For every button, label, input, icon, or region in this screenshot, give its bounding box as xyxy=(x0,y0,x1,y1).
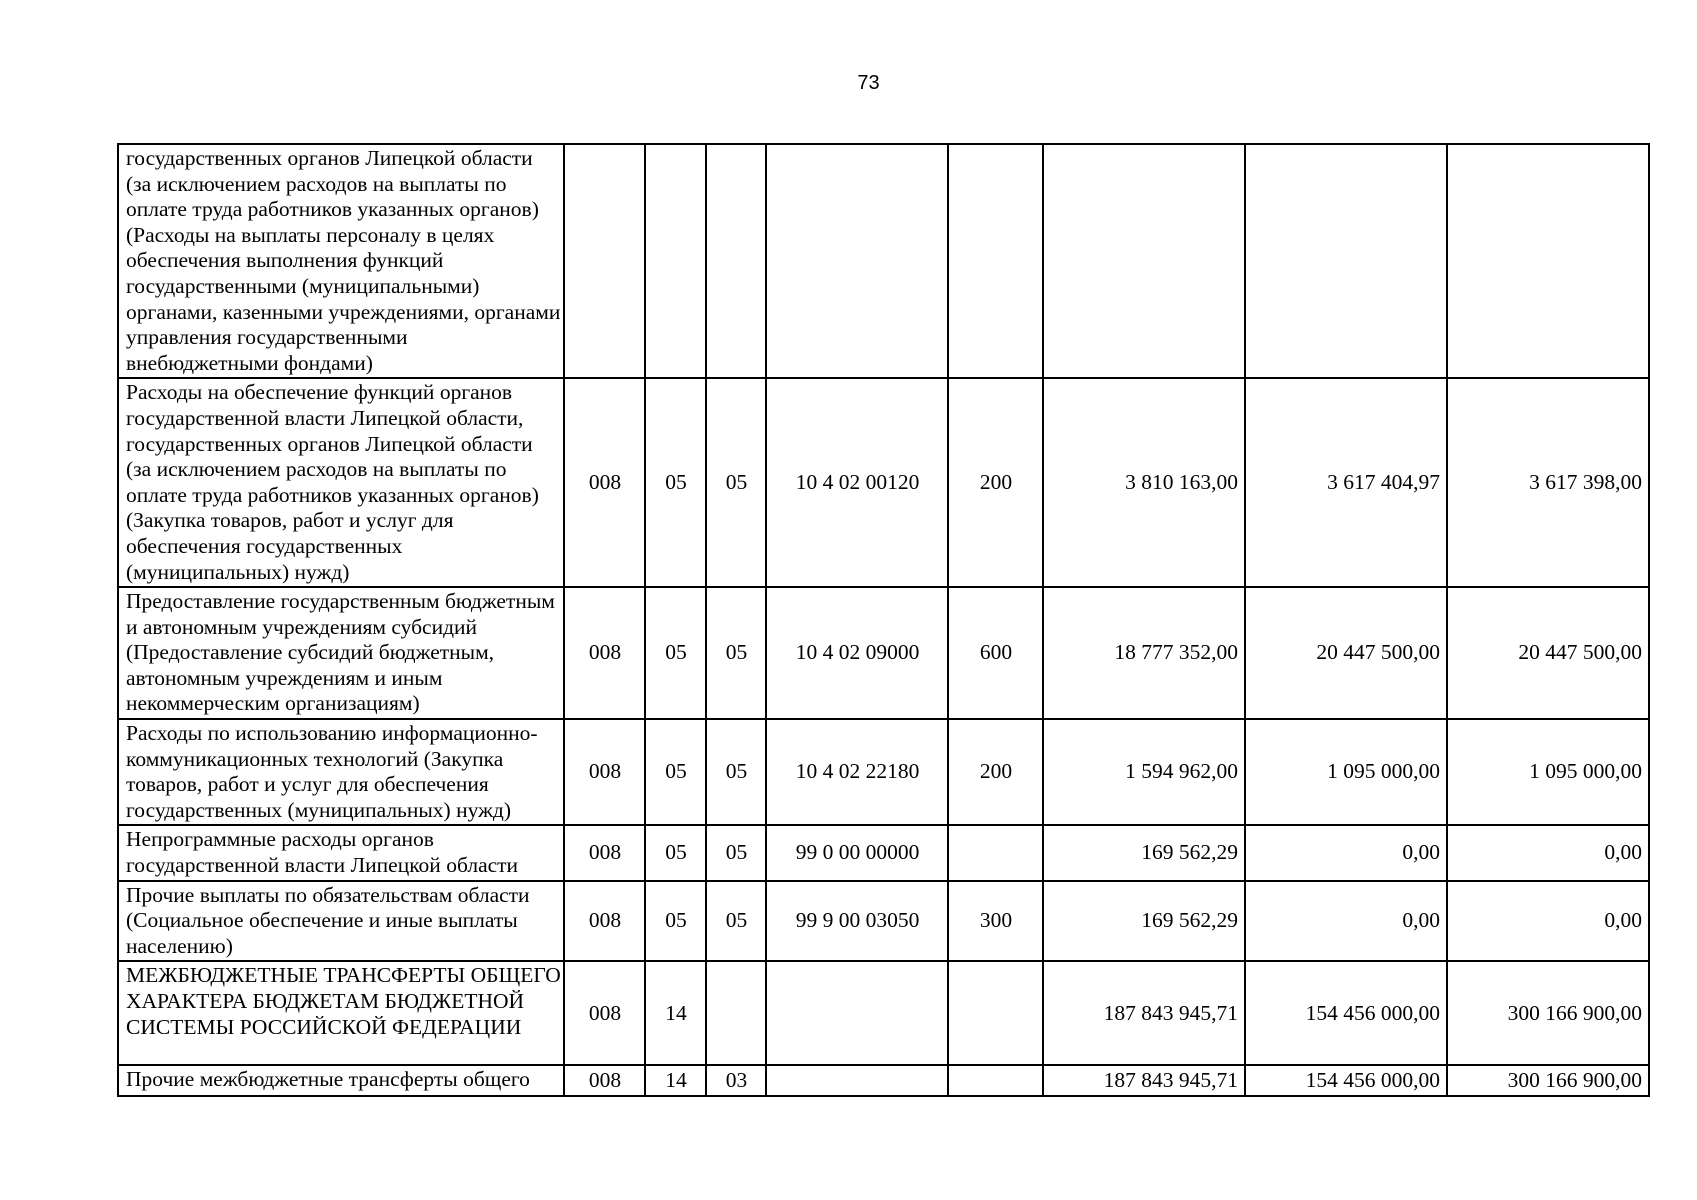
table-row xyxy=(118,587,1649,719)
target-article-code xyxy=(766,1065,948,1096)
expense-type-code: 200 xyxy=(948,719,1043,825)
subsection-code: 05 xyxy=(706,587,766,719)
target-article-code: 10 4 02 22180 xyxy=(766,719,948,825)
ministry-code: 008 xyxy=(564,825,645,880)
subsection-code: 05 xyxy=(706,881,766,962)
amount-year-2: 0,00 xyxy=(1245,881,1447,962)
amount-year-2: 1 095 000,00 xyxy=(1245,719,1447,825)
table-row xyxy=(118,881,1649,962)
ministry-code: 008 xyxy=(564,378,645,587)
section-code: 14 xyxy=(645,1065,706,1096)
amount-year-3: 20 447 500,00 xyxy=(1447,587,1649,719)
target-article-code xyxy=(766,144,948,378)
expense-type-code xyxy=(948,961,1043,1065)
section-code: 05 xyxy=(645,378,706,587)
amount-year-1: 187 843 945,71 xyxy=(1043,1065,1245,1096)
table-row xyxy=(118,378,1649,587)
row-description: Расходы на обеспечение функций органов государственной власти Липецкой области, государственных органов Липецкой области (за исключением расходов на выплаты по оплате труда работников указанных органов) (Закупка товаров, работ и услуг для обеспечения государственных (муниципальных) нужд) xyxy=(118,378,564,587)
amount-year-2 xyxy=(1245,144,1447,378)
amount-year-1: 1 594 962,00 xyxy=(1043,719,1245,825)
row-description: МЕЖБЮДЖЕТНЫЕ ТРАНСФЕРТЫ ОБЩЕГО ХАРАКТЕРА БЮДЖЕТАМ БЮДЖЕТНОЙ СИСТЕМЫ РОССИЙСКОЙ ФЕДЕРАЦИИ xyxy=(118,961,564,1065)
expense-type-code xyxy=(948,825,1043,880)
amount-year-2: 0,00 xyxy=(1245,825,1447,880)
row-description: Прочие межбюджетные трансферты общего xyxy=(118,1065,564,1096)
budget-expenditure-table xyxy=(117,143,1650,1097)
target-article-code: 99 9 00 03050 xyxy=(766,881,948,962)
amount-year-2: 3 617 404,97 xyxy=(1245,378,1447,587)
subsection-code: 05 xyxy=(706,719,766,825)
expense-type-code xyxy=(948,144,1043,378)
amount-year-3: 1 095 000,00 xyxy=(1447,719,1649,825)
section-code: 05 xyxy=(645,719,706,825)
amount-year-3: 300 166 900,00 xyxy=(1447,961,1649,1065)
row-description: Непрограммные расходы органов государственной власти Липецкой области xyxy=(118,825,564,880)
page-number: 73 xyxy=(857,72,880,94)
amount-year-2: 154 456 000,00 xyxy=(1245,1065,1447,1096)
expense-type-code xyxy=(948,1065,1043,1096)
amount-year-1: 169 562,29 xyxy=(1043,825,1245,880)
subsection-code: 05 xyxy=(706,825,766,880)
target-article-code xyxy=(766,961,948,1065)
table-row xyxy=(118,144,1649,378)
subsection-code xyxy=(706,144,766,378)
amount-year-1: 169 562,29 xyxy=(1043,881,1245,962)
amount-year-3: 0,00 xyxy=(1447,881,1649,962)
ministry-code: 008 xyxy=(564,587,645,719)
expense-type-code: 200 xyxy=(948,378,1043,587)
row-description: Расходы по использованию информационно-коммуникационных технологий (Закупка товаров, работ и услуг для обеспечения государственных (муниципальных) нужд) xyxy=(118,719,564,825)
ministry-code xyxy=(564,144,645,378)
table-row xyxy=(118,1065,1649,1096)
table-row xyxy=(118,719,1649,825)
amount-year-2: 20 447 500,00 xyxy=(1245,587,1447,719)
subsection-code xyxy=(706,961,766,1065)
section-code: 05 xyxy=(645,881,706,962)
ministry-code: 008 xyxy=(564,961,645,1065)
amount-year-3: 0,00 xyxy=(1447,825,1649,880)
section-code: 05 xyxy=(645,587,706,719)
ministry-code: 008 xyxy=(564,881,645,962)
ministry-code: 008 xyxy=(564,1065,645,1096)
amount-year-3 xyxy=(1447,144,1649,378)
subsection-code: 05 xyxy=(706,378,766,587)
subsection-code: 03 xyxy=(706,1065,766,1096)
section-code: 05 xyxy=(645,825,706,880)
target-article-code: 10 4 02 00120 xyxy=(766,378,948,587)
table-row xyxy=(118,961,1649,1065)
amount-year-3: 300 166 900,00 xyxy=(1447,1065,1649,1096)
ministry-code: 008 xyxy=(564,719,645,825)
amount-year-1: 187 843 945,71 xyxy=(1043,961,1245,1065)
amount-year-2: 154 456 000,00 xyxy=(1245,961,1447,1065)
target-article-code: 10 4 02 09000 xyxy=(766,587,948,719)
target-article-code: 99 0 00 00000 xyxy=(766,825,948,880)
expense-type-code: 600 xyxy=(948,587,1043,719)
row-description: государственных органов Липецкой области (за исключением расходов на выплаты по оплате труда работников указанных органов) (Расходы на выплаты персоналу в целях обеспечения выполнения функций государственными (муниципальными) органами, казенными учреждениями, органами управления государственными внебюджетными фондами) xyxy=(118,144,564,378)
amount-year-3: 3 617 398,00 xyxy=(1447,378,1649,587)
section-code: 14 xyxy=(645,961,706,1065)
amount-year-1 xyxy=(1043,144,1245,378)
expense-type-code: 300 xyxy=(948,881,1043,962)
section-code xyxy=(645,144,706,378)
amount-year-1: 3 810 163,00 xyxy=(1043,378,1245,587)
amount-year-1: 18 777 352,00 xyxy=(1043,587,1245,719)
row-description: Прочие выплаты по обязательствам области (Социальное обеспечение и иные выплаты населению) xyxy=(118,881,564,962)
row-description: Предоставление государственным бюджетным и автономным учреждениям субсидий (Предоставление субсидий бюджетным, автономным учреждениям и иным некоммерческим организациям) xyxy=(118,587,564,719)
table-row xyxy=(118,825,1649,880)
